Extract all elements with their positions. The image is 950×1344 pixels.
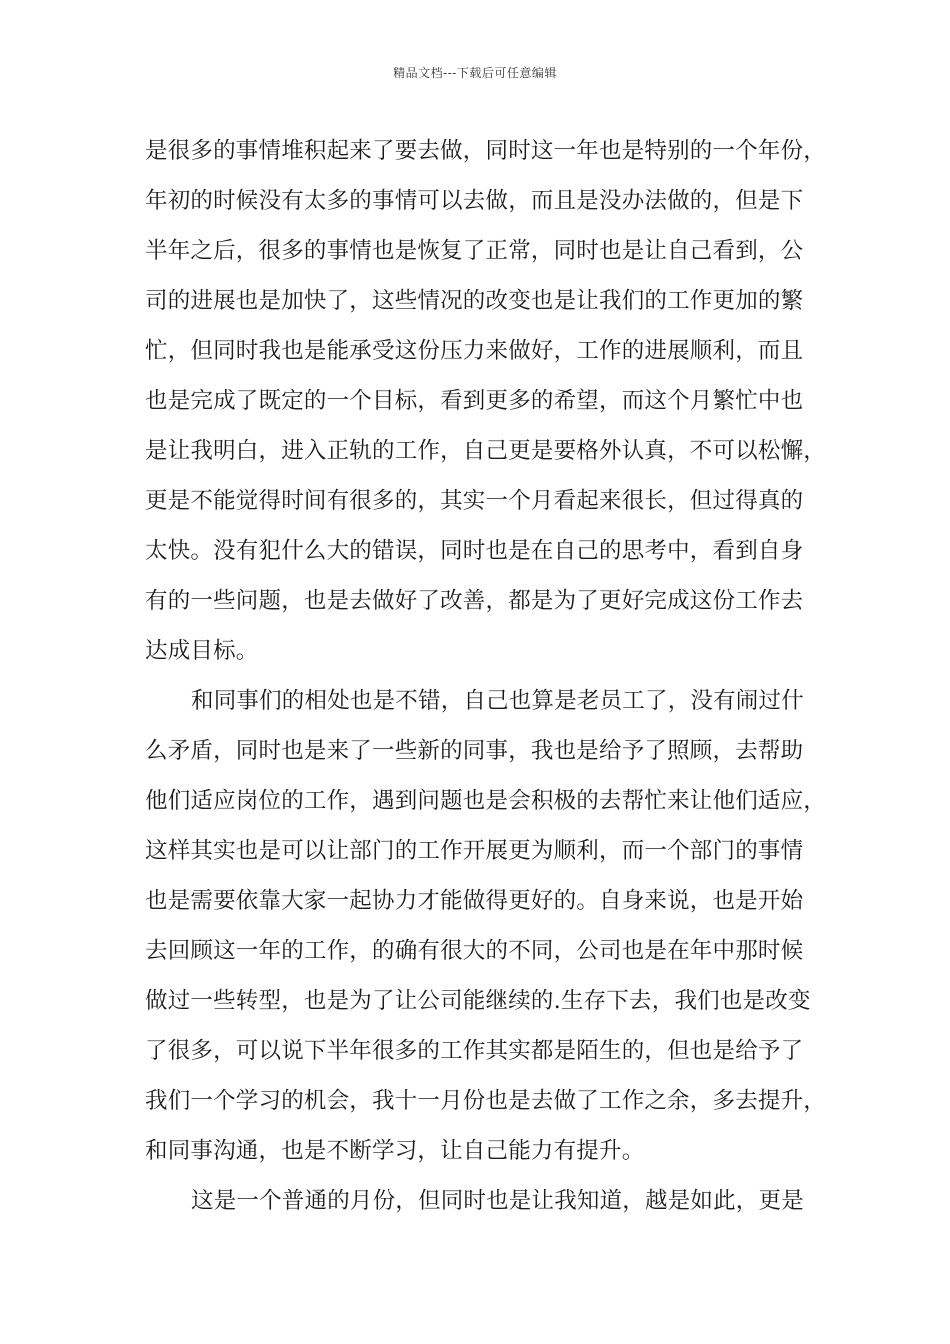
text-line: 这样其实也是可以让部门的工作开展更为顺利，而一个部门的事情 — [145, 838, 804, 864]
document-body — [145, 126, 825, 1226]
paragraph — [145, 126, 825, 676]
text-line: 是让我明白，进入正轨的工作，自己更是要格外认真，不可以松懈， — [145, 438, 827, 464]
text-line: 和同事沟通，也是不断学习，让自己能力有提升。 — [145, 1138, 645, 1164]
text-line: 他们适应岗位的工作，遇到问题也是会积极的去帮忙来让他们适应， — [145, 788, 827, 814]
text-line: 么矛盾，同时也是来了一些新的同事，我也是给予了照顾，去帮助 — [145, 738, 804, 764]
text-line: 达成目标。 — [145, 638, 259, 664]
page-header: 精品文档---下载后可任意编辑 — [393, 66, 557, 80]
text-line: 去回顾这一年的工作，的确有很大的不同，公司也是在年中那时候 — [145, 938, 804, 964]
text-line: 这是一个普通的月份，但同时也是让我知道，越是如此，更是 — [191, 1188, 804, 1214]
paragraph — [145, 1176, 825, 1226]
text-line: 司的进展也是加快了，这些情况的改变也是让我们的工作更加的繁 — [145, 288, 804, 314]
paragraph — [145, 676, 825, 1176]
text-line: 是很多的事情堆积起来了要去做，同时这一年也是特别的一个年份， — [145, 138, 827, 164]
text-line: 了很多，可以说下半年很多的工作其实都是陌生的，但也是给予了 — [145, 1038, 804, 1064]
text-line: 做过一些转型，也是为了让公司能继续的.生存下去，我们也是改变 — [145, 988, 811, 1014]
text-line: 太快。没有犯什么大的错误，同时也是在自己的思考中，看到自身 — [145, 538, 804, 564]
text-line: 忙，但同时我也是能承受这份压力来做好，工作的进展顺利，而且 — [145, 338, 804, 364]
text-line: 更是不能觉得时间有很多的，其实一个月看起来很长，但过得真的 — [145, 488, 804, 514]
text-line: 有的一些问题，也是去做好了改善，都是为了更好完成这份工作去 — [145, 588, 804, 614]
text-line: 也是需要依靠大家一起协力才能做得更好的。自身来说，也是开始 — [145, 888, 804, 914]
text-line: 年初的时候没有太多的事情可以去做，而且是没办法做的，但是下 — [145, 188, 804, 214]
text-line: 半年之后，很多的事情也是恢复了正常，同时也是让自己看到，公 — [145, 238, 804, 264]
text-line: 我们一个学习的机会，我十一月份也是去做了工作之余，多去提升， — [145, 1088, 827, 1114]
text-line: 也是完成了既定的一个目标，看到更多的希望，而这个月繁忙中也 — [145, 388, 804, 414]
text-line: 和同事们的相处也是不错，自己也算是老员工了，没有闹过什 — [191, 688, 804, 714]
